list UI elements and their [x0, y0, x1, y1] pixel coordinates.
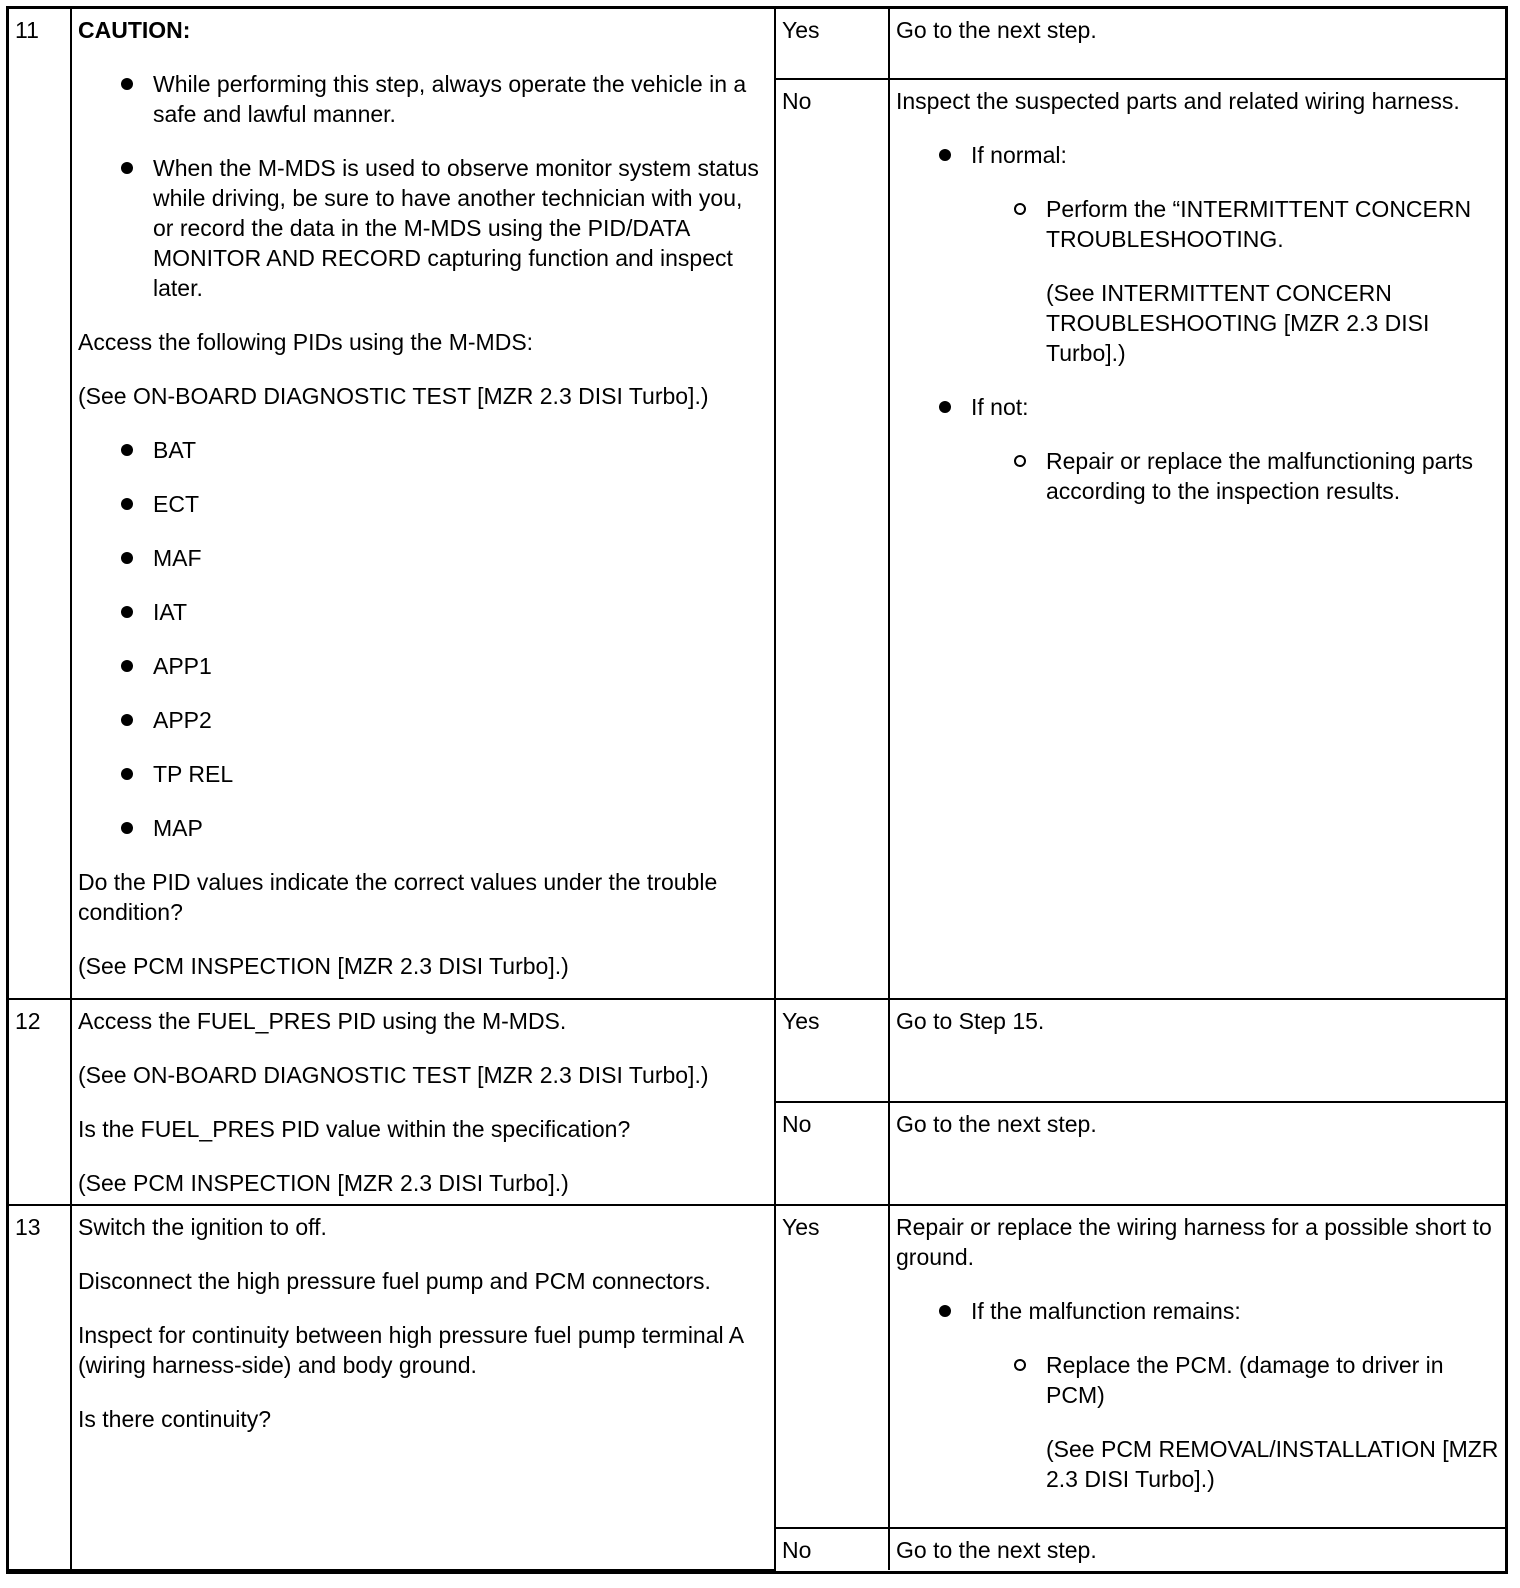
instruction-text: Access the FUEL_PRES PID using the M-MDS.: [78, 1008, 567, 1035]
result-yes-action-cell: [889, 1205, 1505, 1528]
step-13-yes-row: [9, 1205, 1505, 1528]
question-text: Is the FUEL_PRES PID value within the specification?: [78, 1116, 631, 1143]
result-no-label: No: [775, 1102, 889, 1205]
instruction-text: Access the following PIDs using the M-MDS:: [78, 329, 534, 355]
condition-label: If not:: [971, 394, 1029, 420]
step-11-yes-row: [9, 9, 1505, 79]
instruction-text: Inspect for continuity between high pressure fuel pump terminal A (wiring harness-side) and body ground.: [78, 1322, 743, 1379]
reference-text: (See ON-BOARD DIAGNOSTIC TEST [MZR 2.3 DISI Turbo].): [78, 1062, 709, 1089]
reference-text: (See PCM INSPECTION [MZR 2.3 DISI Turbo].): [78, 1170, 569, 1197]
pid-item: APP1: [153, 651, 768, 681]
result-yes-action: Go to the next step.: [889, 9, 1505, 79]
result-no-action: Go to the next step.: [889, 1102, 1505, 1205]
result-yes-action: Go to Step 15.: [889, 999, 1505, 1102]
caution-list: [78, 69, 768, 303]
condition-action: Replace the PCM. (damage to driver in PCM): [1046, 1352, 1444, 1409]
condition-label: If normal:: [971, 142, 1067, 168]
caution-item: When the M-MDS is used to observe monitor system status while driving, be sure to have another technician with you, or record the data in the M-MDS using the PID/DATA MONITOR AND RECORD capturing function and inspect later.: [153, 153, 768, 303]
condition-subitem: [1046, 1350, 1499, 1494]
result-yes-label: Yes: [775, 999, 889, 1102]
question-text: Is there continuity?: [78, 1406, 272, 1433]
condition-subitem: [1046, 194, 1499, 368]
result-no-label: No: [775, 1528, 889, 1570]
result-yes-action: Repair or replace the wiring harness for a possible short to ground.: [896, 1214, 1492, 1271]
pid-item: TP REL: [153, 759, 768, 789]
condition-action: Perform the “INTERMITTENT CONCERN TROUBLESHOOTING.: [1046, 196, 1472, 252]
instruction-text: Disconnect the high pressure fuel pump and PCM connectors.: [78, 1268, 711, 1295]
condition-sublist: [971, 1350, 1499, 1494]
pid-item: MAP: [153, 813, 768, 843]
condition-list: [896, 140, 1499, 506]
pid-list: [78, 435, 768, 843]
condition-sublist: [971, 446, 1499, 506]
pid-item: IAT: [153, 597, 768, 627]
condition-list: [896, 1296, 1499, 1494]
result-no-label: No: [775, 79, 889, 999]
pid-item: MAF: [153, 543, 768, 573]
pid-item: APP2: [153, 705, 768, 735]
result-no-action: Go to the next step.: [889, 1528, 1505, 1570]
step-action: [71, 999, 775, 1205]
step-number: 12: [9, 999, 71, 1205]
caution-label: CAUTION:: [78, 17, 191, 43]
condition-reference: (See PCM REMOVAL/INSTALLATION [MZR 2.3 DISI Turbo].): [1046, 1436, 1499, 1493]
step-number: 11: [9, 9, 71, 999]
troubleshooting-table: [9, 9, 1505, 1571]
step-action: [71, 9, 775, 999]
condition-item: [971, 392, 1499, 506]
condition-item: [971, 1296, 1499, 1494]
condition-sublist: [971, 194, 1499, 368]
condition-item: [971, 140, 1499, 368]
pid-item: ECT: [153, 489, 768, 519]
condition-reference: (See INTERMITTENT CONCERN TROUBLESHOOTING [MZR 2.3 DISI Turbo].): [1046, 280, 1430, 366]
reference-text: (See ON-BOARD DIAGNOSTIC TEST [MZR 2.3 DISI Turbo].): [78, 383, 709, 409]
step-number: 13: [9, 1205, 71, 1570]
reference-text: (See PCM INSPECTION [MZR 2.3 DISI Turbo].): [78, 953, 569, 979]
result-yes-label: Yes: [775, 1205, 889, 1528]
condition-subitem: [1046, 446, 1499, 506]
condition-action: Repair or replace the malfunctioning parts according to the inspection results.: [1046, 448, 1474, 504]
caution-item: While performing this step, always operate the vehicle in a safe and lawful manner.: [153, 69, 768, 129]
step-action: [71, 1205, 775, 1570]
instruction-text: Switch the ignition to off.: [78, 1214, 327, 1241]
step-12-yes-row: [9, 999, 1505, 1102]
question-text: Do the PID values indicate the correct values under the trouble condition?: [78, 869, 718, 925]
pid-item: BAT: [153, 435, 768, 465]
condition-label: If the malfunction remains:: [971, 1298, 1241, 1325]
result-no-action-cell: [889, 79, 1505, 999]
troubleshooting-table-page: [6, 6, 1508, 1574]
result-yes-label: Yes: [775, 9, 889, 79]
result-no-action: Inspect the suspected parts and related wiring harness.: [896, 88, 1460, 114]
